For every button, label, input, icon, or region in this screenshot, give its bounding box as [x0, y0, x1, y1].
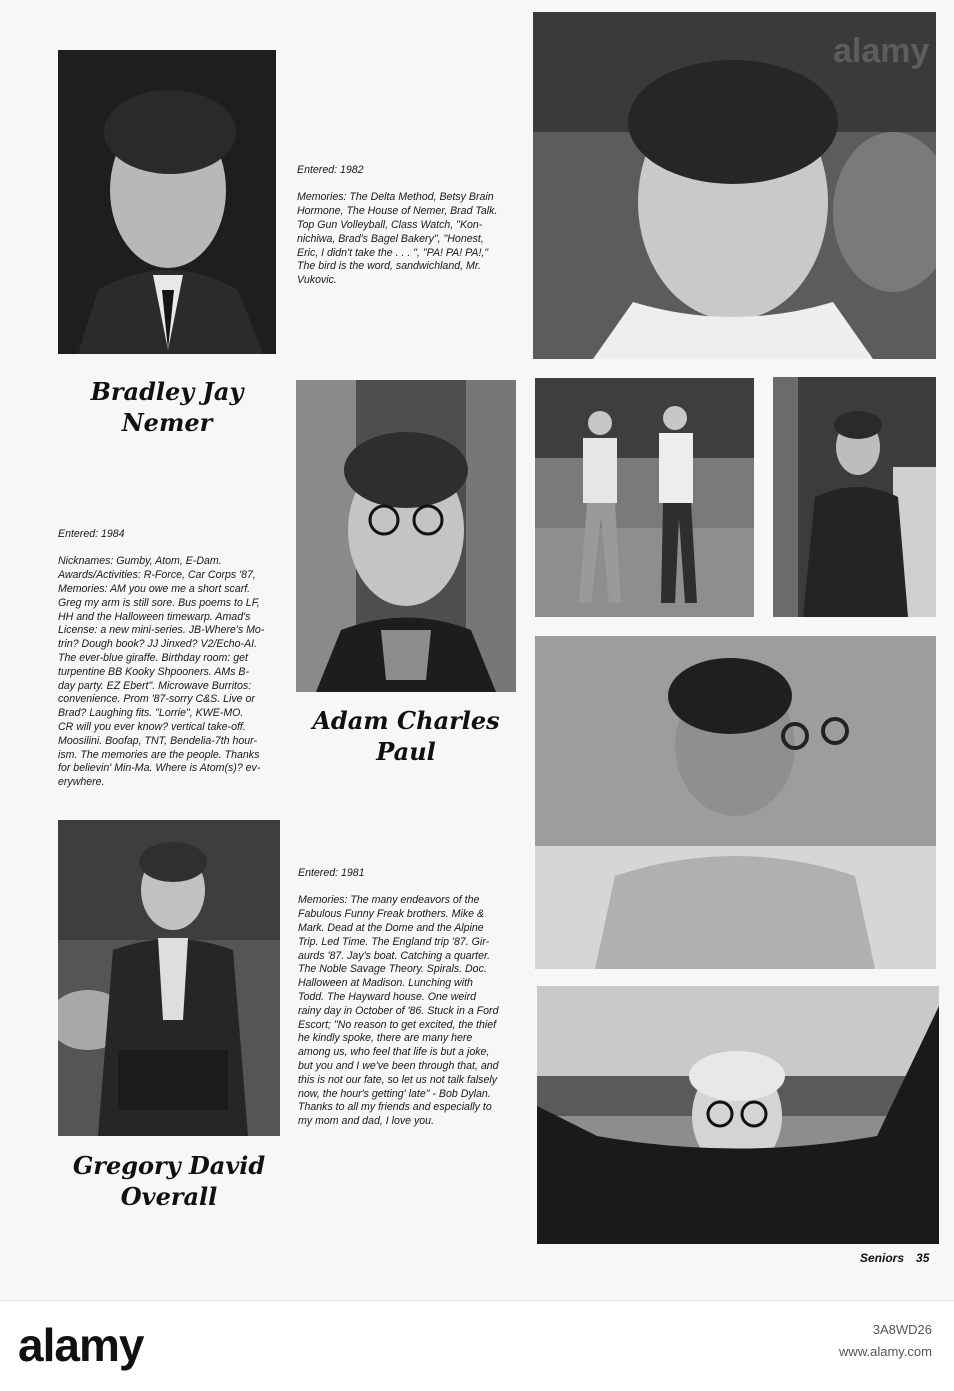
memories-text: Nicknames: Gumby, Atom, E-Dam. Awards/Activities: R-Force, Car Corps '87, Memories: AM you owe me a short scarf. Greg my arm is still sore. Bus poems to LF, HH and the Halloween timewarp. Amad's License: a new mini-series. JB-Where's Mo- trin? Dough book? JJ Jinxed? V2/Echo-AI. The ever-blue giraffe. Birthday room: get turpentine BB Kooky Shpooners. AMs B- day party. EZ Ebert". Microwave Burritos: convenience. Prom '87-sorry C&S. Live or Brad? Laughing fits. "Lorrie", KWE-MO. CR will you ever know? vertical take-off. Moosilini. Boofap, TNT, Bendelia-7th hour- ism. The memories are the people. Thanks for believin' Min-Ma. Where is Atom(s)? ev- erywhere. — [58, 555, 265, 789]
bio-gregory-overall — [298, 853, 523, 1143]
name-line-2: Paul — [376, 737, 436, 766]
portrait-adam-paul — [296, 380, 516, 692]
portrait-bradley-nemer — [58, 50, 276, 354]
watermark-text: alamy — [833, 32, 930, 70]
portrait-gregory-overall — [58, 820, 280, 1136]
name-line-1: Gregory David — [72, 1151, 266, 1180]
candid-photo-student-in-hot-tub — [535, 636, 936, 969]
section-label: Seniors — [860, 1251, 905, 1265]
page-footer — [860, 1251, 941, 1265]
alamy-logo: alamy — [18, 1319, 144, 1371]
name-bradley-nemer — [58, 376, 276, 438]
stock-photo-banner — [0, 1300, 954, 1391]
entered-year: Entered: 1982 — [297, 163, 364, 176]
candid-photo-two-students-walking — [535, 378, 754, 617]
page-number: 35 — [916, 1251, 930, 1265]
name-line-1: Bradley Jay — [90, 377, 244, 406]
name-adam-paul — [296, 705, 516, 767]
bio-adam-paul — [58, 514, 284, 804]
name-line-2: Nemer — [121, 408, 213, 437]
candid-photo-student-by-lockers — [773, 377, 936, 617]
image-id: 3A8WD26 — [872, 1322, 932, 1337]
memories-text: Memories: The many endeavors of the Fabulous Funny Freak brothers. Mike & Mark. Dead at the Dome and the Alpine Trip. Led Time. The England trip '87. Gir- aurds '87. Jay's boat. Catching a quarter. The Noble Savage Theory. Spirals. Doc. Halloween at Madison. Lunching with Todd. The Hayward house. One weird rainy day in October of '86. Stuck in a Ford Escort; "No reason to get excited, the thief he kindly spoke, there are many here among us, who feel that life is but a joke, but you and I we've been through that, and this is not our fate, so let us not talk falsely now, the hour's getting' late" - Bob Dylan. Thanks to all my friends and especially to my mom and dad, I love you. — [298, 894, 499, 1128]
name-line-1: Adam Charles — [312, 706, 500, 735]
name-line-2: Overall — [120, 1182, 218, 1211]
bio-bradley-nemer — [297, 150, 522, 302]
site-url: www.alamy.com — [839, 1344, 932, 1359]
stock-meta — [839, 1319, 932, 1363]
candid-photo-student-arms-raised — [537, 986, 939, 1244]
entered-year: Entered: 1984 — [58, 527, 125, 540]
candid-photo-smiling-student — [533, 12, 936, 359]
name-gregory-overall — [58, 1150, 280, 1212]
entered-year: Entered: 1981 — [298, 866, 365, 879]
memories-text: Memories: The Delta Method, Betsy Brain Hormone, The House of Nemer, Brad Talk. Top Gun Volleyball, Class Watch, "Kon- nichiwa, Brad's Bagel Bakery", "Honest, Eric, I didn't take the . . . ", "PA! PA! PA!," The bird is the word, sandwichland, Mr. Vukovic. — [297, 191, 498, 287]
